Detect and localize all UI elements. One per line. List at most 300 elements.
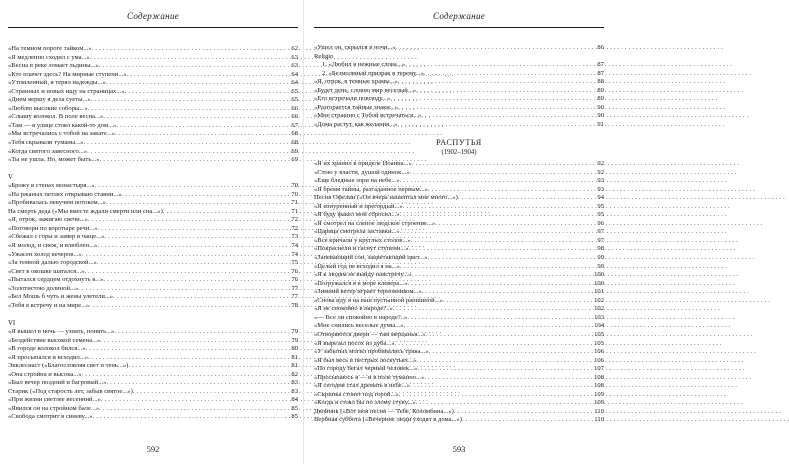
toc-entry-title: «Я бремя тайны, разгаданное первым...» xyxy=(314,185,428,193)
dot-leader xyxy=(98,225,290,234)
dot-leader xyxy=(400,263,596,272)
dot-leader xyxy=(426,331,593,340)
dot-leader xyxy=(427,254,595,263)
toc-entry xyxy=(8,45,298,54)
toc-entry-title: «Днем вершу я дела суеты...» xyxy=(8,96,91,104)
toc-entry-title: «Царица смотрела заставки...» xyxy=(314,228,400,236)
toc-entry xyxy=(314,194,604,203)
dot-leader xyxy=(88,354,289,363)
toc-entry-page: 78 xyxy=(291,301,298,309)
dot-leader xyxy=(400,211,596,220)
toc-entry-page: 65 xyxy=(291,87,298,95)
toc-entry-title: «Целый год не всходил я на...» xyxy=(314,262,400,270)
toc-entry-page: 87 xyxy=(597,61,604,69)
toc-entry-page: 105 xyxy=(594,330,604,338)
toc-entry-title: «Когда святого завесного...» xyxy=(8,147,88,155)
dot-leader xyxy=(93,413,290,422)
toc-entry-title: «Зимний ветер играет терновником...» xyxy=(314,288,422,296)
toc-entry-title: «На ржаных петлях открываю ставни...» xyxy=(8,190,122,198)
toc-entry xyxy=(314,121,604,130)
dot-leader xyxy=(454,408,593,417)
dot-leader xyxy=(462,416,592,425)
dot-leader xyxy=(115,130,289,139)
toc-entry xyxy=(8,71,298,80)
toc-entry-page: 66 xyxy=(291,113,298,121)
toc-entry-page: 79 xyxy=(291,336,298,344)
toc-entry-title: «Стою у власти, душой одинок...» xyxy=(314,168,410,176)
toc-entry xyxy=(8,96,298,105)
toc-entry-title: «Скрипка стонет под горой...» xyxy=(314,390,399,398)
toc-entry-page: 90 xyxy=(597,103,604,111)
dot-leader xyxy=(397,121,595,130)
toc-entry xyxy=(8,191,298,200)
dot-leader xyxy=(104,233,289,242)
toc-entry xyxy=(314,382,604,391)
toc-entry xyxy=(314,280,604,289)
toc-entry-page: 83 xyxy=(291,387,298,395)
toc-entry-page: 100 xyxy=(594,271,604,279)
dot-leader xyxy=(390,95,595,104)
toc-entry-title: «Запевающий сон, зацветающий цвет...» xyxy=(314,254,428,262)
toc-entry-title: «Погружался я в море клевера...» xyxy=(314,279,408,287)
toc-entry-title: 1. «Любил я нежные слова...» xyxy=(322,61,406,69)
dot-leader xyxy=(125,88,290,97)
toc-entry xyxy=(8,54,298,63)
toc-entry-page: 76 xyxy=(291,276,298,284)
toc-entry-page: 88 xyxy=(597,78,604,86)
dot-leader xyxy=(127,71,290,80)
toc-entry xyxy=(314,365,604,374)
toc-entry-title: «Его встречали повсюду...» xyxy=(314,95,391,103)
toc-entry-page: 82 xyxy=(291,370,298,378)
toc-entry xyxy=(8,88,298,97)
toc-entry-page: 81 xyxy=(291,353,298,361)
running-head: Содержание xyxy=(126,11,180,21)
dot-leader xyxy=(400,177,596,186)
toc-entry-title: «Дома растут, как желания...» xyxy=(314,120,398,128)
toc-entry-page: 68 xyxy=(291,139,298,147)
toc-entry-title: «Покраснели и гаснут ступени...» xyxy=(314,245,409,253)
toc-entry-page: 96 xyxy=(597,219,604,227)
toc-entry-page: 76 xyxy=(291,267,298,275)
toc-entry xyxy=(8,79,298,88)
toc-entry-page: 105 xyxy=(594,339,604,347)
toc-entry-page: 92 xyxy=(597,160,604,168)
dot-leader xyxy=(114,328,289,337)
dot-leader xyxy=(92,45,290,54)
toc-entry-title: «Я сегодня стал дремать в небе...» xyxy=(314,382,410,390)
toc-entry-page: 64 xyxy=(291,70,298,78)
toc-entry xyxy=(8,302,298,311)
toc-entry-page: 109 xyxy=(594,390,604,398)
toc-entry-title: «Тебя скрывали туманы...» xyxy=(8,139,84,147)
toc-entry xyxy=(8,130,298,139)
toc-entry-page: 101 xyxy=(594,288,604,296)
toc-entry-page: 93 xyxy=(597,177,604,185)
toc-entry xyxy=(8,371,298,380)
toc-entry-title: «Свет в окошке шатался...» xyxy=(8,267,85,275)
toc-entry xyxy=(8,259,298,268)
dot-leader xyxy=(99,405,289,414)
toc-entry-page: 99 xyxy=(597,262,604,270)
toc-entry xyxy=(314,112,604,121)
dot-leader xyxy=(103,113,289,122)
toc-entry-title: «Я не спокойно в народе?..» xyxy=(314,305,393,313)
toc-entry-title: «— Все ли спокойно в народе?..» xyxy=(314,313,408,321)
toc-entry-page: 95 xyxy=(597,211,604,219)
toc-entry-page: 69 xyxy=(291,156,298,164)
toc-entry-title: «Я медленно сходил с ума...» xyxy=(8,53,90,61)
toc-entry-title: «Мне страшно с Тобой встречаться...» xyxy=(314,112,422,120)
dot-leader xyxy=(411,237,596,246)
toc-entry-title: «Мне снились веселые думы...» xyxy=(314,322,404,330)
toc-entry-page: 89 xyxy=(597,95,604,103)
dot-leader xyxy=(84,268,289,277)
toc-entry-page: 70 xyxy=(291,182,298,190)
toc-entry xyxy=(314,271,604,280)
toc-entry-title: «Бел Мошь б чуть и жены улетели...» xyxy=(8,293,114,301)
toc-entry-title: Двойник («Вот моя песня — Тебе, Коломбина...») xyxy=(314,407,454,415)
toc-entry-page: 99 xyxy=(597,254,604,262)
toc-entry xyxy=(8,354,298,363)
dot-leader xyxy=(421,112,595,121)
toc-entry-page: 77 xyxy=(291,284,298,292)
toc-entry xyxy=(314,237,604,246)
toc-entry xyxy=(8,139,298,148)
dot-leader xyxy=(443,297,592,306)
dot-leader xyxy=(416,399,592,408)
toc-entry xyxy=(314,245,604,254)
toc-entry xyxy=(322,61,604,70)
toc-entry xyxy=(8,362,298,371)
toc-entry-title: «Утомленный, я терял надежды...» xyxy=(8,79,106,87)
toc-entry-title: «Пытался сердцем отдохнуть я...» xyxy=(8,276,104,284)
dot-leader xyxy=(400,228,596,237)
toc-entry xyxy=(8,182,298,191)
left-page xyxy=(8,0,298,464)
toc-entry-page: 73 xyxy=(291,233,298,241)
toc-entry-page: 70 xyxy=(291,190,298,198)
toc-entry-page: 72 xyxy=(291,216,298,224)
toc-entry-page: 102 xyxy=(594,296,604,304)
toc-entry xyxy=(314,374,604,383)
dot-leader xyxy=(163,208,290,217)
toc-entry-title: «Брожу в стенах монастыря...» xyxy=(8,182,95,190)
toc-entry xyxy=(314,78,604,87)
toc-entry-page: 79 xyxy=(291,327,298,335)
toc-entry-page: 106 xyxy=(594,356,604,364)
toc-entry-page: 90 xyxy=(597,112,604,120)
toc-entry xyxy=(8,405,298,414)
toc-entry-title: «Ты не ушла. Но, может быть...» xyxy=(8,156,100,164)
dot-leader xyxy=(128,362,289,371)
dot-leader xyxy=(429,348,592,357)
toc-entry-title: На смерть деда («Мы вместе ждали смерти или сна...») xyxy=(8,207,163,215)
toc-entry xyxy=(314,305,604,314)
toc-entry-page: 77 xyxy=(291,293,298,301)
toc-entry xyxy=(314,228,604,237)
toc-entry xyxy=(314,399,604,408)
toc-list xyxy=(8,45,298,422)
toc-entry xyxy=(314,254,604,263)
dot-leader xyxy=(113,293,289,302)
toc-entry xyxy=(314,87,604,96)
toc-entry-title: «Я был весь в пестрых лоскутьях...» xyxy=(314,356,417,364)
toc-entry xyxy=(8,396,298,405)
toc-entry-page: 85 xyxy=(291,404,298,412)
toc-entry-page: 109 xyxy=(594,399,604,407)
toc-entry-title: «Я молод, и свеж, и влюблен...» xyxy=(8,242,98,250)
toc-entry xyxy=(8,388,298,397)
toc-entry-title: «За темной далью городской...» xyxy=(8,259,97,267)
toc-entry-page: 110 xyxy=(594,407,604,415)
toc-entry-title: «На темном пороге тайком...» xyxy=(8,45,92,52)
toc-entry-title: «Весна в реке ломает льдины...» xyxy=(8,62,99,70)
toc-entry xyxy=(8,208,298,217)
toc-entry-page: 71 xyxy=(291,199,298,207)
toc-entry-title: «Тебя я встречу и на мире...» xyxy=(8,301,90,309)
toc-entry-title: «Снова иду я на ваш пустынной рапшиной...» xyxy=(314,296,443,304)
toc-entry-title: «Я, отрок, зажигаю свечи...» xyxy=(8,216,88,224)
dot-leader xyxy=(403,203,596,212)
toc-entry xyxy=(314,160,604,169)
toc-entry-page: 64 xyxy=(291,79,298,87)
toc-entry xyxy=(314,220,604,229)
toc-entry-title: «Просыпаюсь я — и в поле туманно...» xyxy=(314,373,425,381)
toc-entry-page: 106 xyxy=(594,348,604,356)
toc-entry-page: 75 xyxy=(291,259,298,267)
section-years: (1902–1904) xyxy=(441,149,477,157)
toc-entry-title: «По городу бегал черный человек...» xyxy=(314,365,418,373)
toc-entry-title: «Будет день, словно мир веселый...» xyxy=(314,86,417,94)
toc-entry-title: «В городе колокол бился...» xyxy=(8,345,86,353)
toc-entry-title: Вербная суббота («Вечерние люди уходят в дома...») xyxy=(314,416,463,424)
toc-entry-title: «Свобода смотрит в синеву...» xyxy=(8,413,93,421)
dot-leader xyxy=(95,182,290,191)
toc-entry-title: «Странных и новых ищу на страницах...» xyxy=(8,87,125,95)
toc-entry xyxy=(8,268,298,277)
dot-leader xyxy=(78,285,289,294)
toc-entry-page: 71 xyxy=(291,207,298,215)
dot-leader xyxy=(88,105,290,114)
toc-entry-page: 98 xyxy=(597,245,604,253)
dot-leader xyxy=(458,194,596,203)
toc-entry xyxy=(8,148,298,157)
dot-leader xyxy=(88,216,289,225)
toc-entry-page: 93 xyxy=(597,185,604,193)
toc-entry-title: «Пробивалась певучим потоком...» xyxy=(8,199,106,207)
dot-leader xyxy=(90,54,290,63)
toc-entry xyxy=(314,416,604,425)
toc-entry-page: 84 xyxy=(291,396,298,404)
toc-entry xyxy=(8,276,298,285)
dot-leader xyxy=(428,186,595,195)
toc-entry xyxy=(8,285,298,294)
toc-entry-page: 104 xyxy=(594,322,604,330)
toc-entry-page: 97 xyxy=(597,228,604,236)
toc-entry xyxy=(8,199,298,208)
toc-entry-title: Старик («Под старость лет, забыв святое...») xyxy=(8,387,133,395)
toc-entry-page: 91 xyxy=(597,120,604,128)
dot-leader xyxy=(82,251,290,260)
toc-entry-title: «Разгорается тайные знаки...» xyxy=(314,103,399,111)
toc-entry-title: «Я их хранил в приделе Иоанна...» xyxy=(314,160,412,168)
dot-leader xyxy=(100,156,290,165)
toc-entry xyxy=(314,322,604,331)
toc-entry-page: 107 xyxy=(594,365,604,373)
toc-entry xyxy=(314,263,604,272)
toc-entry xyxy=(314,177,604,186)
toc-entry xyxy=(314,211,604,220)
dot-leader xyxy=(412,160,596,169)
dot-leader xyxy=(398,104,595,113)
toc-entry-title: «Она стройна и высока...» xyxy=(8,370,82,378)
toc-list xyxy=(314,44,604,425)
toc-entry-title: «Я вышел в ночь — узнать, понять...» xyxy=(8,327,115,335)
dot-leader xyxy=(86,345,290,354)
toc-entry xyxy=(314,169,604,178)
toc-entry xyxy=(8,225,298,234)
toc-entry-page: 81 xyxy=(291,362,298,370)
toc-entry-title: «У забытых могил пробивались трава...» xyxy=(314,348,429,356)
dot-leader xyxy=(116,122,289,131)
dot-leader xyxy=(395,340,593,349)
toc-entry xyxy=(8,62,298,71)
toc-entry-page: 86 xyxy=(597,44,604,51)
dot-leader xyxy=(411,271,592,280)
toc-entry-title: «Сбежал с горы и замер в чаще...» xyxy=(8,233,105,241)
dot-leader xyxy=(101,396,290,405)
dot-leader xyxy=(133,388,290,397)
dot-leader xyxy=(396,44,596,53)
toc-entry-title: «Я смотрел на слепое людское строение...» xyxy=(314,219,436,227)
toc-entry-page: 108 xyxy=(594,382,604,390)
dot-leader xyxy=(122,191,290,200)
toc-entry xyxy=(8,413,298,422)
toc-entry-page: 89 xyxy=(597,86,604,94)
toc-entry xyxy=(8,293,298,302)
toc-entry xyxy=(314,95,604,104)
toc-entry-title: «Я просыпался и всходил...» xyxy=(8,353,89,361)
toc-entry-page: 67 xyxy=(291,121,298,129)
toc-entry-title: «Поговори по коротыре речи...» xyxy=(8,224,98,232)
toc-entry xyxy=(8,156,298,165)
dot-leader xyxy=(393,305,592,314)
toc-entry-title: «Слышу колокол. В поле весна...» xyxy=(8,113,104,121)
toc-entry xyxy=(314,297,604,306)
toc-entry xyxy=(314,331,604,340)
toc-entry-page: 68 xyxy=(291,130,298,138)
dot-leader xyxy=(424,70,595,79)
dot-leader xyxy=(91,96,290,105)
toc-entry xyxy=(8,216,298,225)
toc-entry-title: «Я вырезал посох из дуба...» xyxy=(314,339,395,347)
section-title: РАСПУТЬЯ xyxy=(436,138,482,148)
toc-entry-title: «Там — в улице стоял какой-то дом...» xyxy=(8,121,117,129)
toc-entry xyxy=(314,340,604,349)
toc-entry-page: 80 xyxy=(291,345,298,353)
toc-entry xyxy=(314,203,604,212)
toc-entry-title: «Был вечер поздний и багровый...» xyxy=(8,379,107,387)
toc-entry-title: 2. «Безмолвный призрак в терему...» xyxy=(322,69,424,77)
toc-entry xyxy=(314,348,604,357)
toc-entry-page: 110 xyxy=(594,416,604,424)
dot-leader xyxy=(99,62,290,71)
toc-entry-page: 63 xyxy=(291,62,298,70)
dot-leader xyxy=(405,61,595,70)
toc-entry xyxy=(8,328,298,337)
toc-entry xyxy=(314,104,604,113)
toc-entry-page: 95 xyxy=(597,202,604,210)
dot-leader xyxy=(416,357,592,366)
toc-entry xyxy=(8,337,298,346)
toc-entry-title: «Кто плачет здесь? На мирные ступени...» xyxy=(8,70,127,78)
toc-entry-title: «Я к людям не выйду навстречу...» xyxy=(314,271,412,279)
dot-leader xyxy=(97,259,290,268)
toc-entry-page: 92 xyxy=(597,168,604,176)
toc-entry-title: «Ужасен холод вечеров...» xyxy=(8,250,82,258)
header-rule xyxy=(314,27,604,28)
dot-leader xyxy=(409,245,596,254)
dot-leader xyxy=(106,199,289,208)
cycle-title: Religio xyxy=(314,52,334,60)
section-numeral: V xyxy=(8,174,13,182)
toc-entry-title: «Еще бледные зори на небе...» xyxy=(314,177,400,185)
toc-entry-page: 72 xyxy=(291,224,298,232)
toc-entry-title: «При жизни светлее весенний...» xyxy=(8,396,101,404)
dot-leader xyxy=(398,78,596,87)
toc-entry-title: «Мы встречались с тобой на закате...» xyxy=(8,130,116,138)
toc-entry-page: 108 xyxy=(594,373,604,381)
toc-entry xyxy=(8,379,298,388)
dot-leader xyxy=(407,314,592,323)
toc-entry xyxy=(314,288,604,297)
dot-leader xyxy=(100,337,289,346)
toc-entry xyxy=(8,122,298,131)
dot-leader xyxy=(87,148,289,157)
toc-entry-page: 74 xyxy=(291,242,298,250)
toc-entry-page: 102 xyxy=(594,305,604,313)
toc-entry xyxy=(8,105,298,114)
dot-leader xyxy=(422,288,592,297)
dot-leader xyxy=(408,280,593,289)
toc-entry-title: «Все кричали у круглых столов...» xyxy=(314,236,411,244)
toc-entry xyxy=(8,345,298,354)
dot-leader xyxy=(106,79,290,88)
toc-entry-page: 66 xyxy=(291,104,298,112)
dot-leader xyxy=(97,242,289,251)
dot-leader xyxy=(83,139,289,148)
toc-entry xyxy=(8,113,298,122)
toc-entry-title: «Золотистою долиной...» xyxy=(8,284,79,292)
dot-leader xyxy=(89,302,289,311)
dot-leader xyxy=(410,169,596,178)
dot-leader xyxy=(417,365,592,374)
toc-entry xyxy=(314,408,604,417)
toc-entry-title: «Я изнуренный и прегордый...» xyxy=(314,202,403,210)
toc-entry-title: Экклесиаст («Благословляя свет и тень...») xyxy=(8,362,129,370)
running-head: Содержание xyxy=(432,11,486,21)
toc-entry-title: «Бездействие высокой семена...» xyxy=(8,336,101,344)
toc-entry-page: 69 xyxy=(291,147,298,155)
toc-entry-page: 85 xyxy=(291,413,298,421)
toc-entry-title: Песня Офелии («Он вчера нашептал мне много...») xyxy=(314,194,458,202)
toc-entry xyxy=(314,186,604,195)
toc-entry-page: 62 xyxy=(291,45,298,52)
page-number: 593 xyxy=(452,444,466,454)
toc-entry-title: «Ушел он, скрылся в ночи...» xyxy=(314,44,396,51)
header-rule xyxy=(8,27,298,28)
